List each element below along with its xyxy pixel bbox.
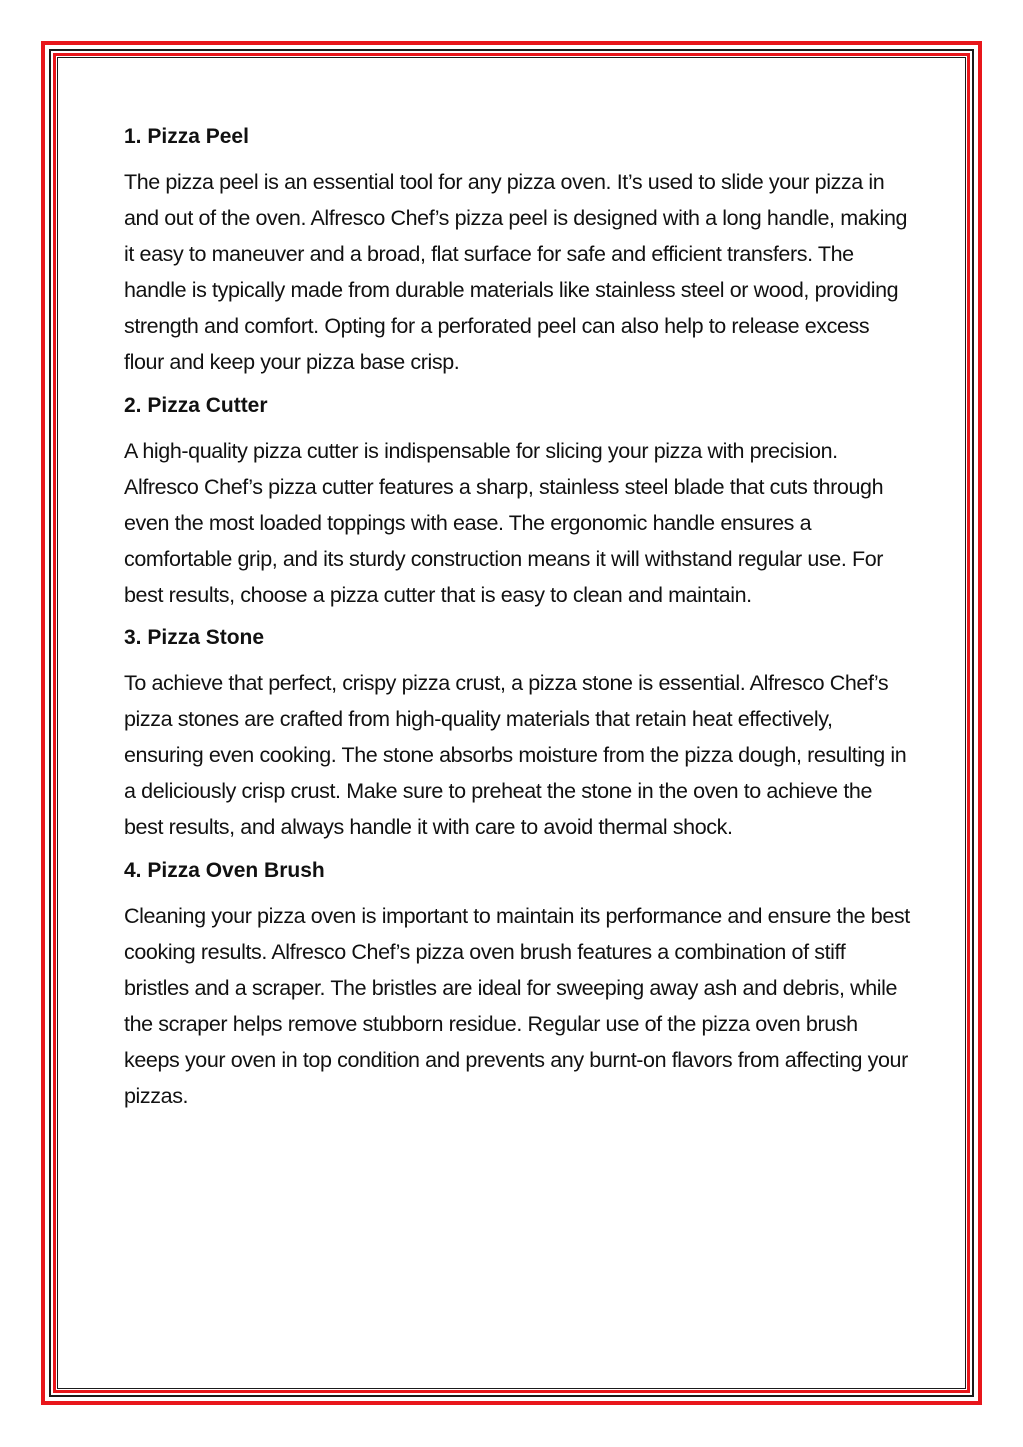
section-paragraph: The pizza peel is an essential tool for any pizza oven. It’s used to slide your pizza in and out of the oven. Alfresco Chef’s pizza peel is designed with a long handle, making it easy to maneuver and a broad, flat surface for safe and efficient transfers. The handle is typically made from durable materials like stainless steel or wood, providing strength and comfort. Opting for a perforated peel can also help to release excess flour and keep your pizza base crisp.: [124, 170, 908, 375]
section-paragraph: To achieve that perfect, crispy pizza crust, a pizza stone is essential. Alfresco Chef’s pizza stones are crafted from high-quality materials that retain heat effectively, ensuring even cooking. The stone absorbs moisture from the pizza dough, resulting in a deliciously crisp crust. Make sure to preheat the stone in the oven to achieve the best results, and always handle it with care to avoid thermal shock.: [124, 671, 907, 840]
section-pizza-oven-brush: [124, 856, 914, 1115]
section-heading: 1. Pizza Peel: [124, 125, 249, 148]
section-paragraph: Cleaning your pizza oven is important to maintain its performance and ensure the best cooking results. Alfresco Chef’s pizza oven brush features a combination of stiff bristles and a scraper. The bristles are ideal for sweeping away ash and debris, while the scraper helps remove stubborn residue. Regular use of the pizza oven brush keeps your oven in top condition and prevents any burnt-on flavors from affecting your pizzas.: [124, 903, 910, 1108]
section-pizza-stone: [124, 623, 914, 845]
document-content: [124, 122, 914, 1124]
section-heading: 3. Pizza Stone: [124, 626, 265, 650]
section-pizza-cutter: [124, 391, 914, 613]
section-heading: 2. Pizza Cutter: [124, 393, 268, 417]
section-pizza-peel: [124, 122, 914, 381]
section-heading: 4. Pizza Oven Brush: [124, 858, 325, 882]
section-paragraph: A high-quality pizza cutter is indispensable for slicing your pizza with precision. Alfresco Chef’s pizza cutter features a sharp, stainless steel blade that cuts through even the most loaded toppings with ease. The ergonomic handle ensures a comfortable grip, and its sturdy construction means it will withstand regular use. For best results, choose a pizza cutter that is easy to clean and maintain.: [124, 438, 884, 607]
